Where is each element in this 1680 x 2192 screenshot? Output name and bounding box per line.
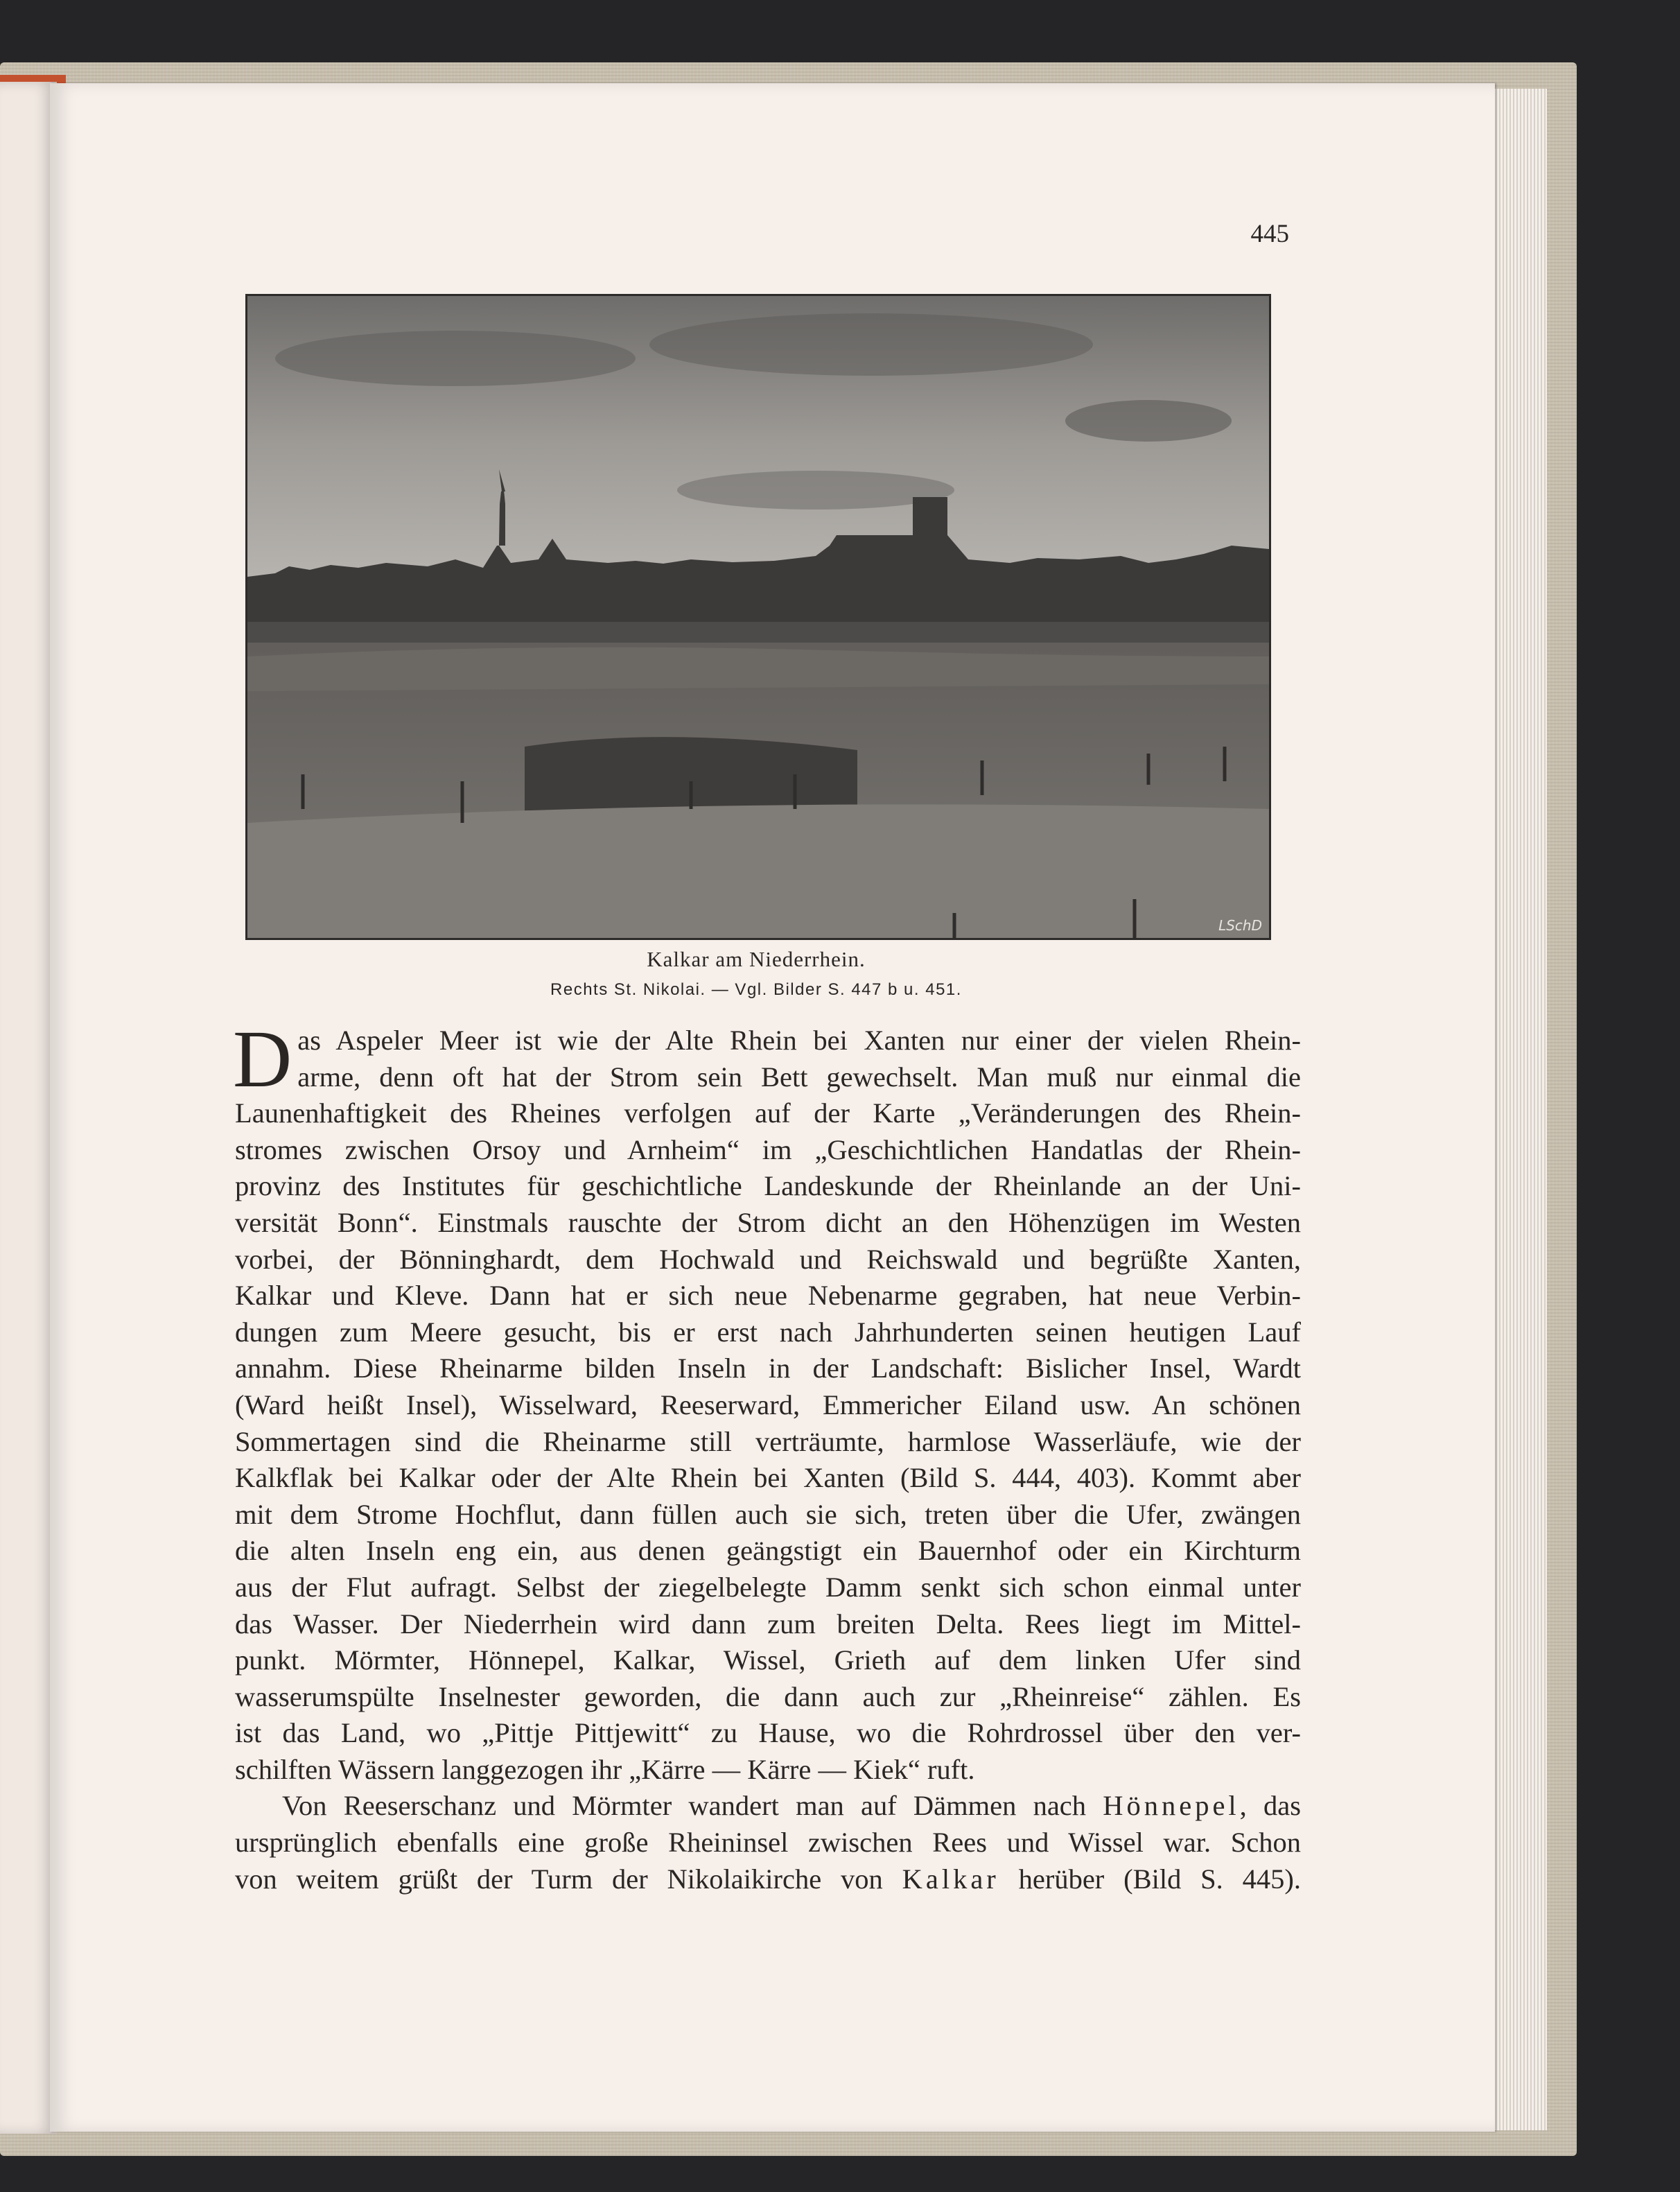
- text-line: das Wasser. Der Niederrhein wird dann zum breiten Delta. Rees liegt im Mittel-: [235, 1608, 1301, 1639]
- text-line: stromes zwischen Orsoy und Arnheim“ im „Geschichtlichen Handatlas der Rhein-: [235, 1133, 1301, 1165]
- text-line: die alten Inseln eng ein, aus denen geängstigt ein Bauernhof oder ein Kirchturm: [235, 1535, 1301, 1567]
- drop-cap: D: [233, 1014, 292, 1104]
- text-line: Launenhaftigkeit des Rheines verfolgen auf der Karte „Veränderungen des Rhein-: [235, 1097, 1301, 1129]
- text-line: Sommertagen sind die Rheinarme still verträumte, harmlose Wasserläufe, wie der: [235, 1425, 1301, 1457]
- text-line: provinz des Institutes für geschichtliche Landeskunde der Rheinlande an der Uni-: [235, 1170, 1301, 1202]
- text-line: ist das Land, wo „Pittje Pittjewitt“ zu Hause, wo die Rohrdrossel über den ver-: [235, 1717, 1301, 1749]
- text-line: aus der Flut aufragt. Selbst der ziegelbelegte Damm senkt sich schon einmal unter: [235, 1571, 1301, 1603]
- paragraph2-line-3: [235, 1861, 1301, 1898]
- text-line: Kalkar und Kleve. Dann hat er sich neue Nebenarme gegraben, hat neue Verbin-: [235, 1280, 1301, 1312]
- text-line: vorbei, der Bönninghardt, dem Hochwald und Reichswald und begrüßte Xanten,: [235, 1243, 1301, 1275]
- figure-caption-note: Rechts St. Nikolai. — Vgl. Bilder S. 447 b u. 451.: [550, 980, 962, 999]
- page-number: 445: [1250, 220, 1289, 248]
- photo-illustration: [247, 296, 1269, 938]
- text-line: arme, denn oft hat der Strom sein Bett gewechselt. Man muß nur einmal die: [297, 1061, 1301, 1093]
- text-line: wasserumspülte Inselnester geworden, die dann auch zur „Rheinreise“ zählen. Es: [235, 1680, 1301, 1712]
- text-run: herüber (Bild S. 445).: [999, 1863, 1301, 1895]
- place-name: Hönnepel: [1103, 1790, 1240, 1822]
- text-line: dungen zum Meere gesucht, bis er erst nach Jahrhunderten seinen heutigen Lauf: [235, 1316, 1301, 1348]
- paragraph2-line-1: [235, 1788, 1301, 1825]
- text-run: , das: [1239, 1790, 1301, 1822]
- text-line: schilften Wässern langgezogen ihr „Kärre — Kärre — Kiek“ ruft.: [235, 1753, 975, 1785]
- text-line: as Aspeler Meer ist wie der Alte Rhein bei Xanten nur einer der vielen Rhein-: [297, 1025, 1301, 1056]
- figure-caption-title: Kalkar am Niederrhein.: [647, 947, 866, 971]
- text-line: mit dem Strome Hochflut, dann füllen auch sie sich, treten über die Ufer, zwängen: [235, 1498, 1301, 1530]
- photo-signature: LSchD: [1218, 917, 1262, 934]
- text-run: Von Reeserschanz und Mörmter wandert man auf Dämmen nach: [282, 1790, 1103, 1822]
- text-line: (Ward heißt Insel), Wisselward, Reeserward, Emmericher Eiland usw. An schönen: [235, 1389, 1301, 1420]
- paragraph2-line-2: ursprünglich ebenfalls eine große Rheininsel zwischen Rees und Wissel war. Schon: [235, 1827, 1301, 1859]
- landscape-photo: [245, 294, 1271, 940]
- text-line: Kalkflak bei Kalkar oder der Alte Rhein bei Xanten (Bild S. 444, 403). Kommt aber: [235, 1462, 1301, 1494]
- text-line: versität Bonn“. Einstmals rauschte der Strom dicht an den Höhenzügen im Westen: [235, 1206, 1301, 1238]
- text-line: annahm. Diese Rheinarme bilden Inseln in der Landschaft: Bislicher Insel, Wardt: [235, 1352, 1301, 1384]
- text-line: punkt. Mörmter, Hönnepel, Kalkar, Wissel, Grieth auf dem linken Ufer sind: [235, 1644, 1301, 1676]
- body-text: [233, 1014, 1301, 1897]
- place-name: Kalkar: [902, 1863, 999, 1895]
- text-run: von weitem grüßt der Turm der Nikolaikirche von: [235, 1863, 902, 1895]
- left-page: [0, 82, 57, 2134]
